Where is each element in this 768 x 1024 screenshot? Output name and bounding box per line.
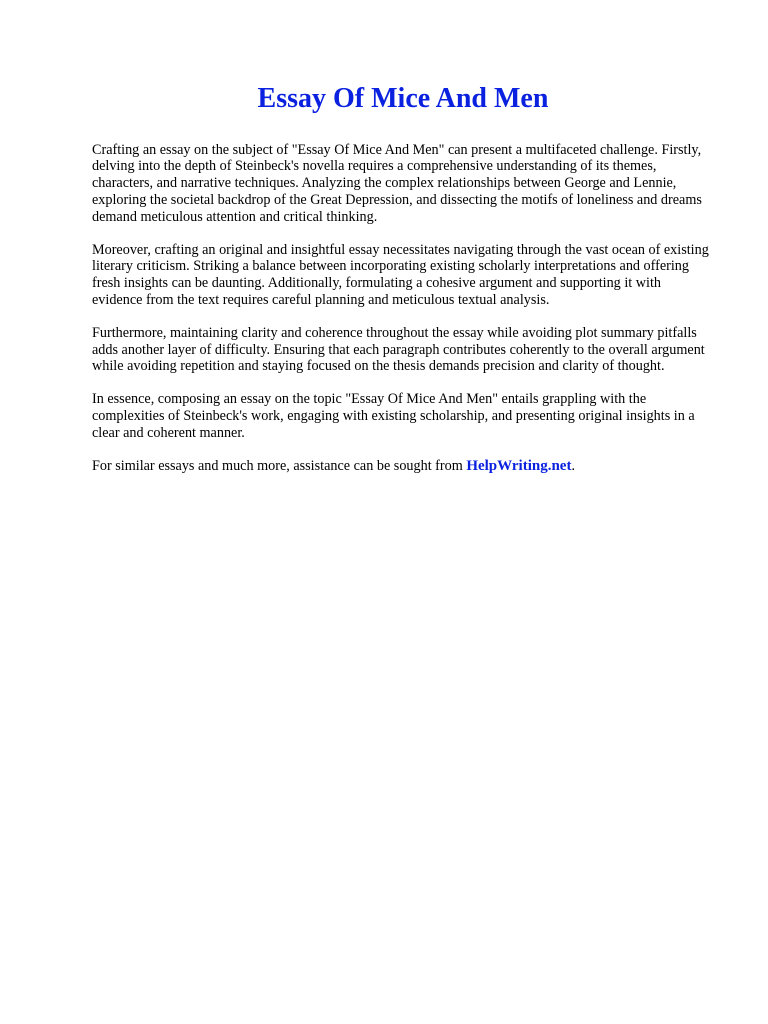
page-title: Essay Of Mice And Men [257,83,549,114]
footer-text: For similar essays and much more, assistance can be sought from [92,457,463,474]
helpwriting-link[interactable]: HelpWriting.net [466,457,572,474]
paragraph-1: Crafting an essay on the subject of "Essay Of Mice And Men" can present a multifaceted challenge. Firstly, delving into the depth of Steinbeck's novella requires a comprehensive understanding of its themes, characters, and narrative techniques. Analyzing the complex relationships between George and Lennie, exploring the societal backdrop of the Great Depression, and dissecting the motifs of loneliness and dreams demand meticulous attention and critical thinking. [92,141,702,225]
paragraph-3: Furthermore, maintaining clarity and coherence throughout the essay while avoiding plot summary pitfalls adds another layer of difficulty. Ensuring that each paragraph contributes coherently to the overall argument while avoiding repetition and staying focused on the thesis demands precision and clarity of thought. [92,324,705,375]
paragraph-4: In essence, composing an essay on the topic "Essay Of Mice And Men" entails grappling with the complexities of Steinbeck's work, engaging with existing scholarship, and presenting original insights in a clear and coherent manner. [92,391,695,441]
paragraph-2: Moreover, crafting an original and insightful essay necessitates navigating through the vast ocean of existing literary criticism. Striking a balance between incorporating existing scholarly interpretations and offering fresh insights can be daunting. Additionally, formulating a cohesive argument and supporting it with evidence from the text requires careful planning and meticulous textual analysis. [92,241,709,308]
footer-suffix: . [571,457,575,474]
footer-paragraph [92,458,714,475]
